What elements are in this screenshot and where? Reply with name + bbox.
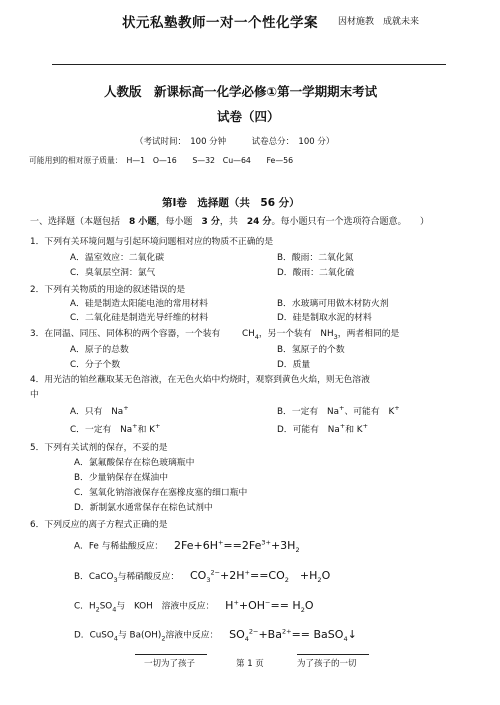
q2-option-c: C．二氧化硅是制造光导纤维的材料 [70, 313, 209, 323]
q2-option-b: B．水玻璃可用做木材防火剂 [277, 299, 389, 309]
q6-stem: 6．下列反应的离子方程式正确的是 [30, 520, 168, 530]
q1-option-a: A．温室效应：二氧化碳 [70, 253, 164, 263]
exam-info: （考试时间： 100 分钟 试卷总分： 100 分） [135, 137, 335, 147]
footer-right: 为了孩子的一切 [297, 659, 357, 669]
q4-option-a: A．只有 Na+ [70, 404, 129, 417]
footer-rule-right [297, 654, 369, 655]
q2-option-a: A．硅是制造太阳能电池的常用材料 [70, 299, 208, 309]
q6-option-b: B．CaCO$_3$与稀硝酸反应： $CO_3^{2-}+2H^+==CO_2$ $+H_2O$ [74, 568, 331, 585]
header-title: 状元私塾教师一对一个性化学案 [122, 15, 318, 31]
header-divider [52, 64, 446, 65]
header-motto: 因材施教 成就未来 [338, 17, 420, 27]
q6-option-c: C．$H_2SO_4$与 KOH 溶液中反应： $H^++OH^-== H_2O$ [74, 598, 314, 614]
q6-option-a: A．Fe 与稀盐酸反应： $2Fe+6H^+==2Fe^{3+}+3H_2$ [74, 538, 300, 554]
atomic-masses: 可能用到的相对原子质量： H—1 O—16 S—32 Cu—64 Fe—56 [29, 156, 294, 165]
q2-stem: 2．下列有关物质的用途的叙述错误的是 [30, 285, 186, 295]
q1-option-c: C．臭氧层空洞：氯气 [70, 268, 156, 278]
q5-stem: 5．下列有关试剂的保存，不妥的是 [30, 443, 168, 453]
q4-option-b: B．一定有 Na+、可能有 K+ [277, 404, 400, 417]
footer-rule-left [135, 654, 207, 655]
q4-stem-line1: 4．用光洁的铂丝蘸取某无色溶液，在无色火焰中灼烧时，观察到黄色火焰，则无色溶液 [30, 375, 370, 385]
q5-option-c: C．氢氧化钠溶液保存在塞橡皮塞的细口瓶中 [74, 488, 248, 498]
exam-title: 人教版 新课标高一化学必修①第一学期期末考试 [104, 84, 378, 99]
q1-stem: 1．下列有关环境问题与引起环境问题相对应的物质不正确的是 [30, 237, 274, 247]
q5-option-b: B．少量钠保存在煤油中 [74, 473, 169, 483]
q1-option-b: B．酸雨：二氧化氮 [277, 253, 354, 263]
q4-option-c: C．一定有 Na+和 K+ [70, 422, 161, 435]
q5-option-a: A．氯氟酸保存在棕色玻璃瓶中 [74, 458, 195, 468]
q3-option-b: B．氢原子的个数 [277, 345, 345, 355]
q3-option-a: A．原子的总数 [70, 345, 129, 355]
q3-option-d: D．质量 [277, 360, 311, 370]
q3-option-c: C．分子个数 [70, 360, 121, 370]
footer-page-number: 第 1 页 [236, 659, 264, 669]
footer-left: 一切为了孩子 [144, 659, 196, 669]
q2-option-d: D．硅是制取水泥的材料 [277, 313, 372, 323]
q6-option-d: D．CuSO$_4$与 $Ba(OH)_2$溶液中反应： $SO_4^{2-}+Ba^{2+}==$ BaSO$_4$↓ [74, 627, 357, 643]
q4-option-d: D．可能有 Na+和 K+ [277, 422, 369, 435]
section-heading: 第Ⅰ卷 选择题（共 56 分） [162, 197, 300, 209]
section-instructions: 一、选择题（本题包括 8 小题，每小题 3 分，共 24 分。每小题只有一个选项符合题意。 ） [30, 217, 430, 227]
q4-stem-line2: 中 [30, 390, 39, 400]
q5-option-d: D．新制氯水通常保存在棕色试剂中 [74, 503, 213, 513]
q3-stem: 3．在同温、同压、同体积的两个容器，一个装有 $CH_4$，另一个装有 $NH_3$，两者相同的是 [30, 329, 400, 341]
paper-number: 试卷（四） [217, 109, 280, 124]
q1-option-d: D．酸雨：二氧化硫 [277, 268, 355, 278]
